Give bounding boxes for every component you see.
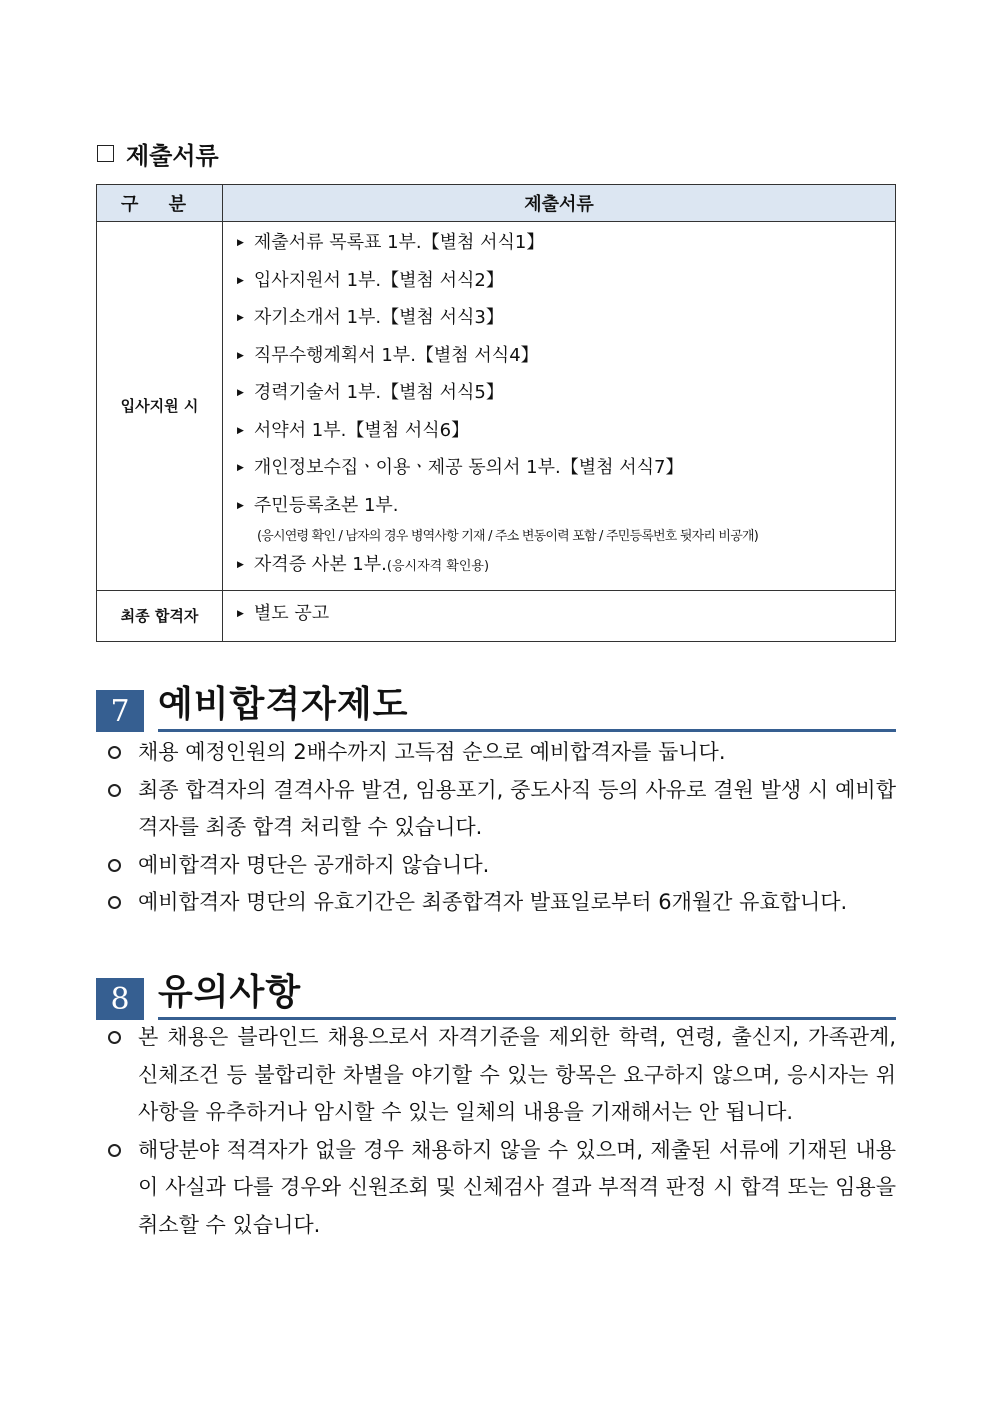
submission-heading: [97, 136, 219, 171]
list-item: [237, 301, 895, 339]
list-item: [237, 489, 895, 527]
resident-record-note: (응시연령 확인 / 남자의 경우 병역사항 기재 / 주소 변동이력 포함 / 주민등록번호 뒷자리 비공개): [257, 529, 758, 544]
section-7-list: [106, 734, 896, 922]
row-label-application: 입사지원 시: [97, 222, 223, 591]
row-items-application: [223, 222, 896, 591]
item-text: 제출서류 목록표 1부.【별첨 서식1】: [253, 232, 545, 253]
list-item: [237, 264, 895, 302]
header-documents: 제출서류: [223, 185, 896, 222]
checkbox-icon: [97, 145, 114, 162]
section-number: 8: [96, 978, 144, 1020]
item-text: 직무수행계획서 1부.【별첨 서식4】: [253, 344, 539, 366]
table-row: [97, 222, 896, 591]
list-item: [106, 847, 896, 885]
bullet-text: 예비합격자 명단의 유효기간은 최종합격자 발표일로부터 6개월간 유효합니다.: [138, 890, 848, 914]
list-item: [106, 772, 896, 847]
submission-table: [96, 184, 896, 642]
list-item: [106, 884, 896, 922]
triangle-bullet-icon: ▶: [237, 388, 244, 398]
bullet-text: 예비합격자 명단은 공개하지 않습니다.: [138, 852, 490, 877]
triangle-bullet-icon: ▶: [237, 463, 244, 473]
list-item: [237, 451, 895, 489]
section-title-underline: [158, 676, 896, 732]
section-7-header: [96, 676, 896, 732]
bullet-text: 해당분야 적격자가 없을 경우 채용하지 않을 수 있으며, 제출된 서류에 기재된 내용이 사실과 다를 경우와 신원조회 및 신체검사 결과 부적격 판정 시 합격 또는 임용을 취소할 수 있습니다.: [138, 1137, 896, 1237]
circle-bullet-icon: [108, 859, 121, 872]
bullet-text: 채용 예정인원의 2배수까지 고득점 순으로 예비합격자를 둡니다.: [138, 740, 726, 764]
list-item: [237, 226, 895, 264]
section-8-header: [96, 964, 896, 1020]
triangle-bullet-icon: ▶: [237, 275, 244, 286]
triangle-bullet-icon: ▶: [237, 608, 244, 619]
item-text: 입사지원서 1부.【별첨 서식2】: [253, 269, 504, 291]
table-row: [97, 590, 896, 641]
item-text: 서약서 1부.【별첨 서식6】: [253, 419, 470, 441]
section-title-underline: [158, 964, 896, 1020]
list-item: [106, 1019, 896, 1132]
circle-bullet-icon: [108, 896, 121, 909]
triangle-bullet-icon: ▶: [237, 350, 244, 361]
item-text: 경력기술서 1부.【별첨 서식5】: [253, 382, 504, 403]
circle-bullet-icon: [108, 1144, 121, 1157]
table-header-row: [97, 185, 896, 222]
list-item: [106, 734, 896, 772]
list-item: [237, 597, 895, 635]
bullet-text: 본 채용은 블라인드 채용으로서 자격기준을 제외한 학력, 연령, 출신지, 가족관계, 신체조건 등 불합리한 차별을 야기할 수 있는 항목은 요구하지 않으며, 응시자는 위 사항을 유추하거나 암시할 수 있는 일체의 내용을 기재해서는 안 됩니다.: [138, 1025, 896, 1124]
circle-bullet-icon: [108, 746, 121, 759]
triangle-bullet-icon: ▶: [237, 238, 244, 248]
bullet-text: 최종 합격자의 결격사유 발견, 임용포기, 중도사직 등의 사유로 결원 발생 시 예비합격자를 최종 합격 처리할 수 있습니다.: [138, 777, 896, 839]
section-8-list: [106, 1019, 896, 1244]
row-label-final: 최종 합격자: [97, 590, 223, 641]
item-note: (응시자격 확인용): [386, 559, 490, 574]
item-text: 자격증 사본 1부.: [253, 554, 387, 575]
triangle-bullet-icon: ▶: [237, 500, 244, 511]
list-item: [237, 414, 895, 452]
triangle-bullet-icon: ▶: [237, 313, 244, 323]
list-item: [237, 548, 895, 586]
triangle-bullet-icon: ▶: [237, 560, 244, 570]
circle-bullet-icon: [108, 1031, 121, 1044]
submission-heading-text: 제출서류: [126, 142, 219, 170]
row-items-final: [223, 590, 896, 641]
circle-bullet-icon: [108, 784, 121, 797]
header-category: 구 분: [97, 185, 223, 222]
section-title: 유의사항: [158, 972, 302, 1013]
section-number: 7: [96, 690, 144, 732]
item-text: 별도 공고: [253, 602, 330, 624]
item-text: 개인정보수집ㆍ이용ㆍ제공 동의서 1부.【별첨 서식7】: [253, 457, 684, 478]
item-text: 자기소개서 1부.【별첨 서식3】: [253, 307, 504, 328]
list-item: [237, 339, 895, 377]
section-title: 예비합격자제도: [158, 684, 409, 725]
list-item: [106, 1132, 896, 1245]
triangle-bullet-icon: ▶: [237, 425, 244, 436]
list-item: [237, 376, 895, 414]
item-text: 주민등록초본 1부.: [253, 494, 399, 516]
